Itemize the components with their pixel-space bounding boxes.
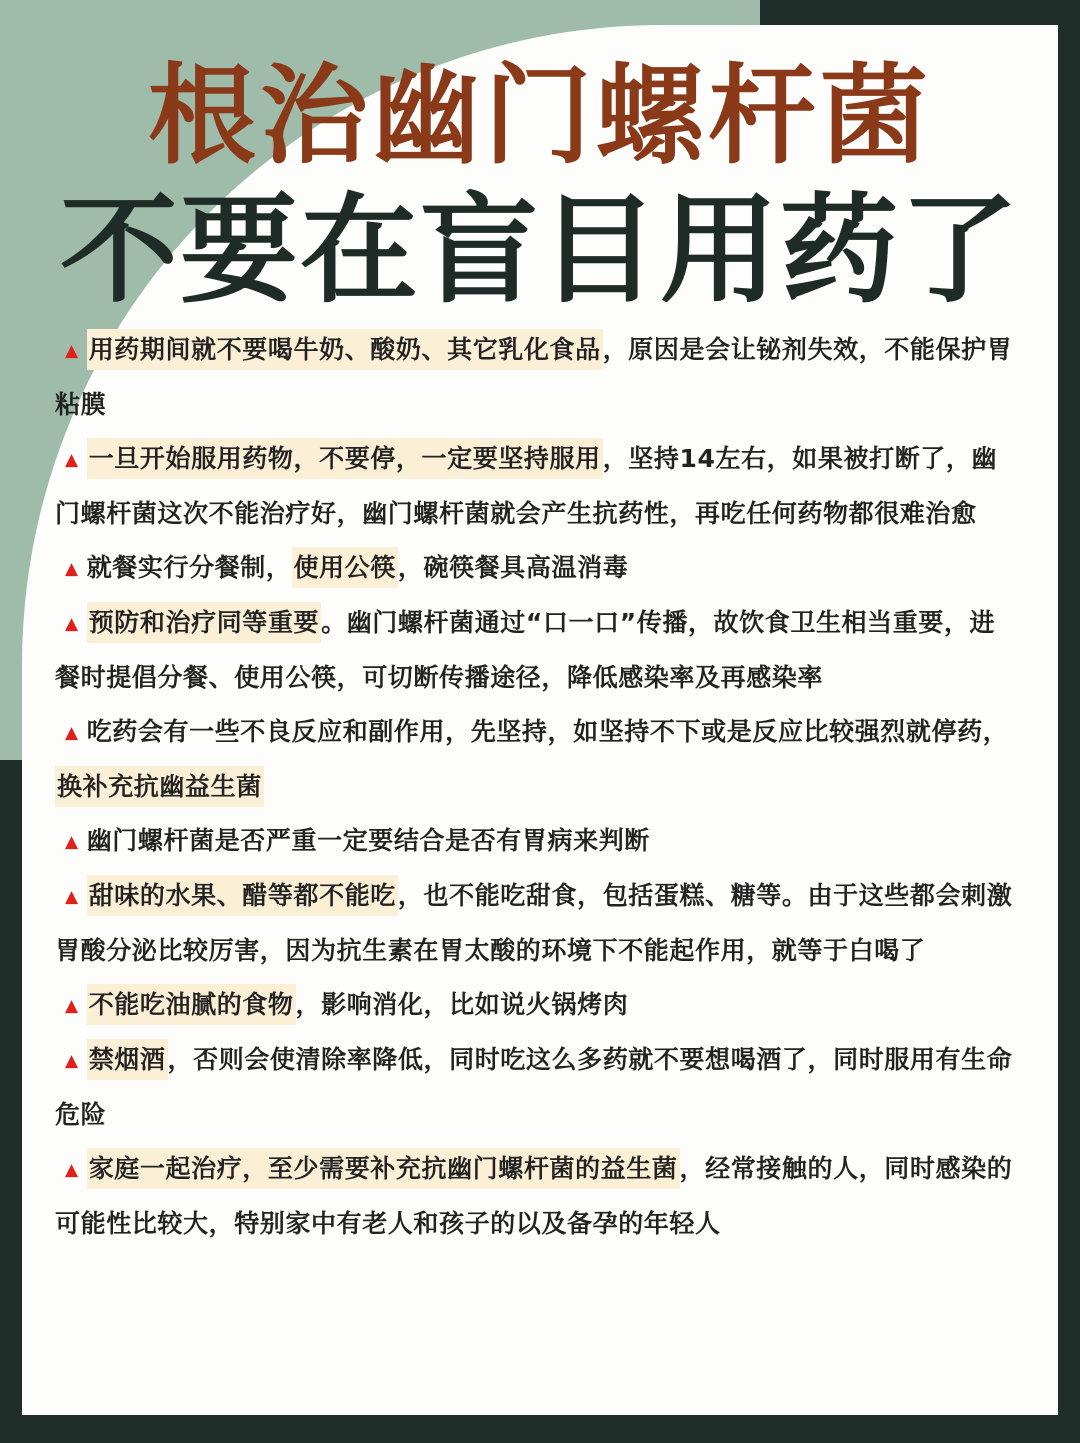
red-triangle-bullet-icon: ▲ (65, 996, 79, 1016)
item-text: ，原因是会让铋剂失效，不能保护胃粘膜 (55, 335, 1013, 419)
highlighted-text: 换补充抗幽益生菌 (55, 766, 264, 807)
highlighted-text: 使用公筷 (292, 547, 398, 588)
list-item (55, 814, 1015, 869)
highlighted-text: 一旦开始服用药物，不要停，一定要坚持服用 (87, 438, 603, 479)
red-triangle-bullet-icon: ▲ (65, 559, 79, 579)
list-item (55, 705, 1015, 814)
item-text: ，坚持14左右，如果被打断了，幽门螺杆菌这次不能治疗好，幽门螺杆菌就会产生抗药性，再吃任何药物都很难治愈 (55, 444, 998, 528)
list-item (55, 541, 1015, 596)
title-line-1: 根治幽门螺杆菌 (147, 54, 932, 179)
red-triangle-bullet-icon: ▲ (65, 1160, 79, 1180)
list-item (55, 1142, 1015, 1251)
list-item (55, 1033, 1015, 1142)
red-triangle-bullet-icon: ▲ (65, 341, 79, 361)
highlighted-text: 不能吃油腻的食物 (87, 984, 296, 1025)
highlighted-text: 甜味的水果、醋等都不能吃 (87, 875, 398, 916)
list-item (55, 432, 1015, 541)
title-line-2: 不要在盲目用药了 (59, 181, 1020, 319)
item-text: 吃药会有一些不良反应和副作用，先坚持，如坚持不下或是反应比较强烈就停药， (86, 717, 1009, 746)
list-item (55, 596, 1015, 705)
item-text: ，影响消化，比如说火锅烤肉 (295, 990, 629, 1019)
item-text: ，经常接触的人，同时感染的可能性比较大，特别家中有老人和孩子的以及备孕的年轻人 (55, 1154, 1013, 1238)
red-triangle-bullet-icon: ▲ (65, 450, 79, 470)
item-text: 幽门螺杆菌是否严重一定要结合是否有胃病来判断 (86, 826, 650, 855)
item-text: ，否则会使清除率降低，同时吃这么多药就不要想喝酒了，同时服用有生命危险 (55, 1045, 1013, 1129)
highlighted-text: 家庭一起治疗，至少需要补充抗幽门螺杆菌的益生菌 (87, 1148, 680, 1189)
red-triangle-bullet-icon: ▲ (65, 723, 79, 743)
red-triangle-bullet-icon: ▲ (65, 614, 79, 634)
red-triangle-bullet-icon: ▲ (65, 1051, 79, 1071)
highlighted-text: 禁烟酒 (87, 1039, 168, 1080)
item-text: 就餐实行分餐制， (86, 553, 292, 582)
tips-list (55, 323, 1015, 1251)
red-triangle-bullet-icon: ▲ (65, 887, 79, 907)
highlighted-text: 预防和治疗同等重要 (87, 602, 321, 643)
red-triangle-bullet-icon: ▲ (65, 832, 79, 852)
list-item (55, 869, 1015, 978)
list-item (55, 323, 1015, 432)
item-text: 。幽门螺杆菌通过“口一口”传播，故饮食卫生相当重要，进餐时提倡分餐、使用公筷，可切断传播途径，降低感染率及再感染率 (55, 608, 996, 692)
item-text: ，也不能吃甜食，包括蛋糕、糖等。由于这些都会刺激胃酸分泌比较厉害，因为抗生素在胃太酸的环境下不能起作用，就等于白喝了 (55, 881, 1013, 965)
item-text: ，碗筷餐具高温消毒 (397, 553, 629, 582)
highlighted-text: 用药期间就不要喝牛奶、酸奶、其它乳化食品 (87, 329, 603, 370)
list-item (55, 978, 1015, 1033)
